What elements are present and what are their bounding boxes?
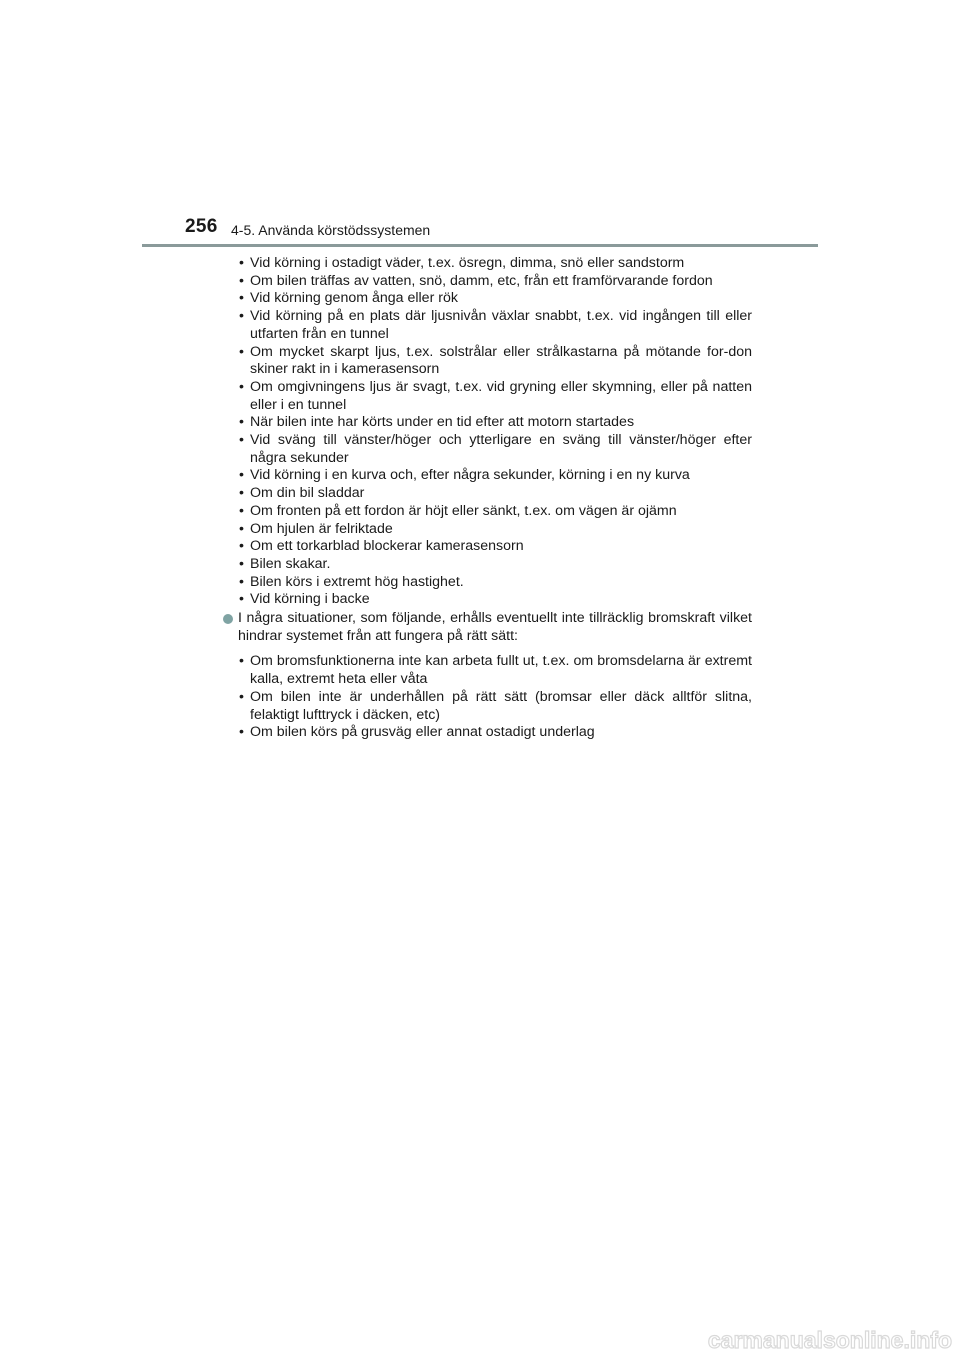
list-item: • Om ett torkarblad blockerar kamerasensorn — [239, 538, 524, 555]
list-item: • Om fronten på ett fordon är höjt eller sänkt, t.ex. om vägen är ojämn — [239, 502, 677, 519]
list-item: • Bilen körs i extremt hög hastighet. — [239, 573, 464, 590]
list-item: • Vid körning genom ånga eller rök — [239, 290, 458, 307]
list-item: • Om bilen inte är underhållen på rätt sätt (bromsar eller däck alltför slitna, felaktigt lufttryck i däcken, etc) — [239, 688, 752, 723]
list-item: • Om din bil sladdar — [239, 485, 365, 502]
bullet-icon: • — [239, 502, 244, 519]
list-item: • Om omgivningens ljus är svagt, t.ex. vid gryning eller skymning, eller på natten eller i en tunnel — [239, 378, 752, 413]
brake-force-paragraph: I några situationer, som följande, erhålls eventuellt inte tillräcklig bromskraft vilket hindrar systemet från att fungera på rätt sätt: — [222, 610, 752, 645]
condition-list — [222, 255, 752, 609]
bullet-icon: • — [239, 591, 244, 608]
bullet-icon: • — [239, 255, 244, 271]
list-item: • Vid körning på en plats där ljusnivån växlar snabbt, t.ex. vid ingången till eller utfarten från en tunnel — [239, 308, 752, 342]
list-item: • Vid körning i ostadigt väder, t.ex. ösregn, dimma, snö eller sandstorm — [239, 255, 685, 271]
bullet-icon: • — [239, 688, 244, 705]
watermark-text: carmanualsonline.info — [707, 1327, 952, 1353]
section-title: 4-5. Använda körstödssystemen — [231, 222, 431, 238]
bullet-icon: • — [239, 308, 244, 325]
bullet-icon: • — [239, 378, 244, 395]
bullet-icon: • — [239, 272, 244, 289]
list-item: • När bilen inte har körts under en tid efter att motorn startades — [239, 414, 635, 431]
list-item: • Vid körning i backe — [239, 591, 370, 608]
brake-condition-list — [222, 653, 752, 742]
list-item: • Om bilen träffas av vatten, snö, damm, etc, från ett framförvarande fordon — [239, 272, 713, 289]
bullet-icon: • — [239, 520, 244, 537]
list-item: • Om hjulen är felriktade — [239, 520, 393, 537]
list-item: • Bilen skakar. — [239, 555, 331, 572]
bullet-icon: • — [239, 724, 244, 741]
content — [222, 255, 752, 742]
list-item: • Vid sväng till vänster/höger och ytterligare en sväng till vänster/höger efter några sekunder — [239, 432, 752, 466]
list-item: • Vid körning i en kurva och, efter några sekunder, körning i en ny kurva — [239, 467, 690, 484]
bullet-icon: • — [239, 485, 244, 502]
watermark-logo — [680, 1324, 956, 1354]
bullet-icon: • — [239, 290, 244, 307]
page-number: 256 — [185, 216, 218, 237]
bullet-icon: • — [239, 555, 244, 572]
header-rule — [142, 244, 818, 247]
bullet-icon: • — [239, 432, 244, 449]
bullet-icon: • — [239, 343, 244, 360]
list-item: • Om bromsfunktionerna inte kan arbeta fullt ut, t.ex. om bromsdelarna är extremt kalla, extremt heta eller våta — [239, 653, 752, 688]
bullet-icon: • — [239, 414, 244, 431]
circle-bullet-icon — [223, 614, 233, 624]
bullet-icon: • — [239, 538, 244, 555]
list-item: • Om bilen körs på grusväg eller annat ostadigt underlag — [239, 724, 595, 741]
bullet-icon: • — [239, 653, 244, 670]
bullet-icon: • — [239, 573, 244, 590]
bullet-icon: • — [239, 467, 244, 484]
list-item: • Om mycket skarpt ljus, t.ex. solstrålar eller strålkastarna på mötande for-don skiner rakt in i kamerasensorn — [239, 343, 752, 378]
